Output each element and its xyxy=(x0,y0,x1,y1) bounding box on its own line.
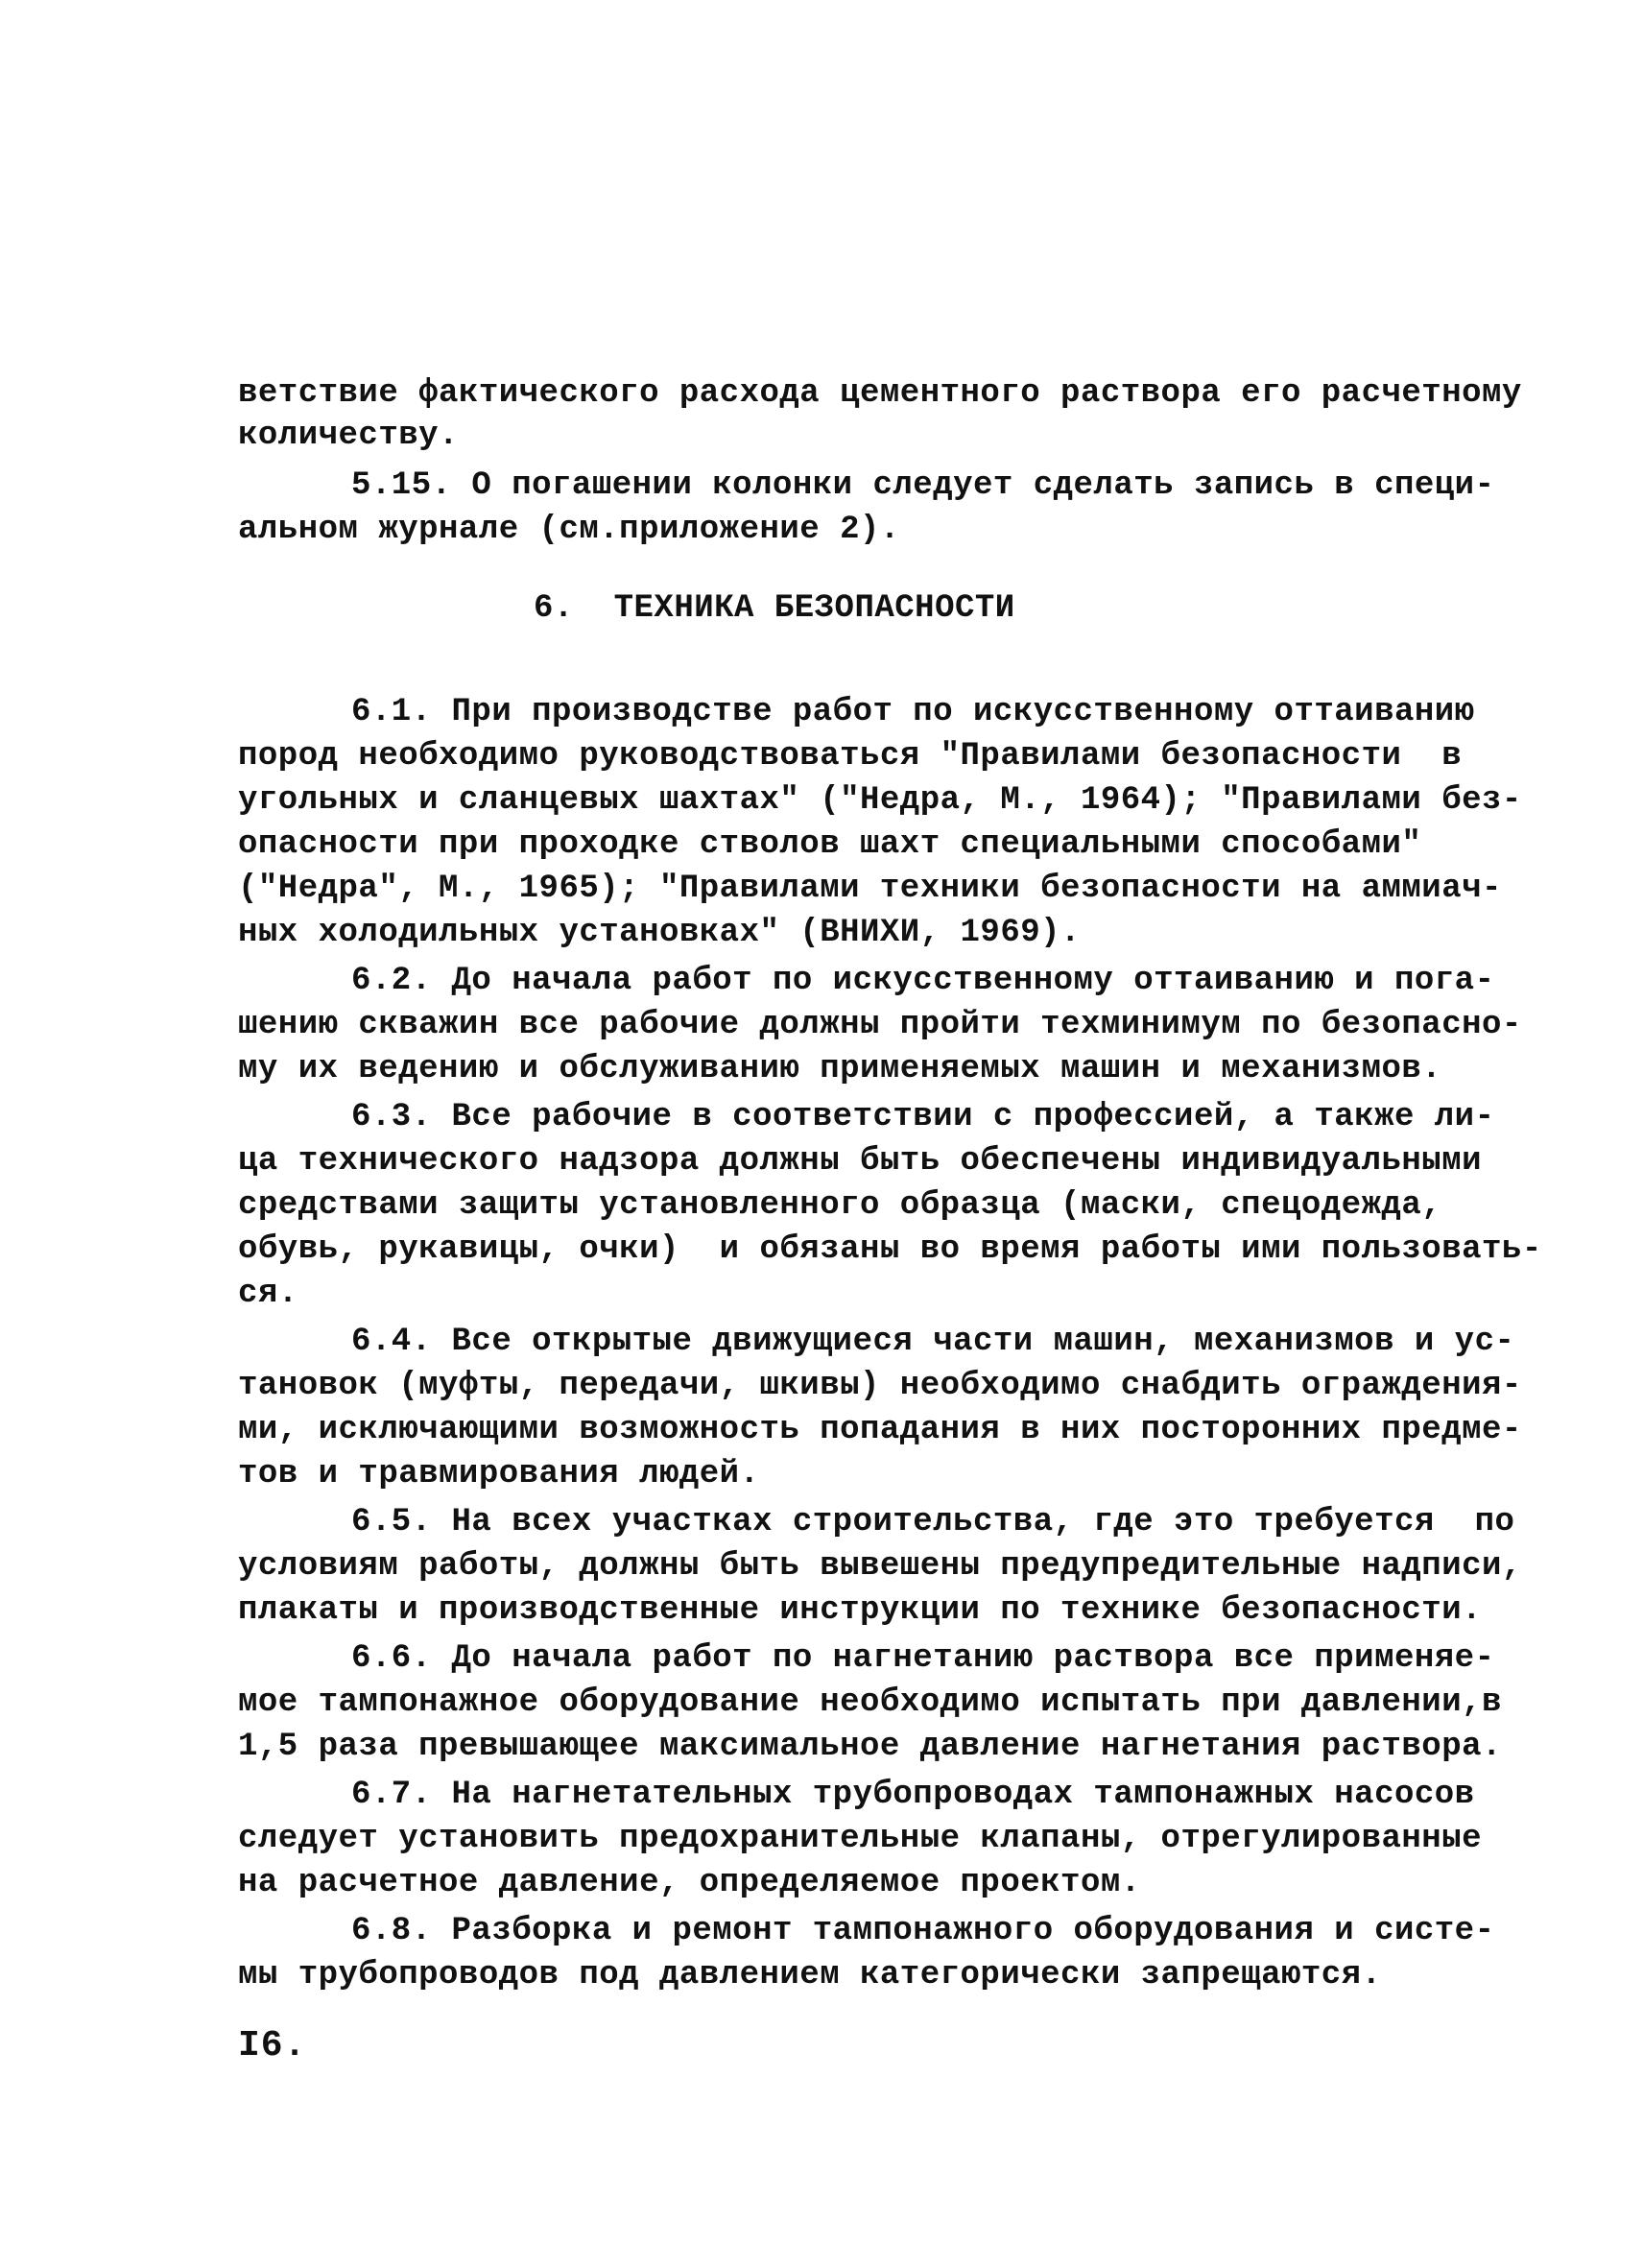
paragraph-6-3-line: обувь, рукавицы, очки) и обязаны во время работы ими пользовать- xyxy=(238,1231,1542,1268)
paragraph-6-6-line: 6.6. До начала работ по нагнетанию раствора все применяе- xyxy=(351,1640,1495,1677)
paragraph-5-15-line-2: альном журнале (см.приложение 2). xyxy=(238,512,900,548)
paragraph-6-3-line: ца технического надзора должны быть обеспечены индивидуальными xyxy=(238,1143,1483,1180)
paragraph-6-5-line: условиям работы, должны быть вывешены предупредительные надписи, xyxy=(238,1548,1522,1585)
paragraph-6-4-line: 6.4. Все открытые движущиеся части машин, механизмов и ус- xyxy=(351,1324,1515,1360)
text-line: количеству. xyxy=(238,418,459,454)
paragraph-6-8-line: 6.8. Разборка и ремонт тампонажного оборудования и систе- xyxy=(351,1913,1495,1949)
paragraph-6-1-line: 6.1. При производстве работ по искусственному оттаиванию xyxy=(351,694,1475,730)
paragraph-6-7-line: на расчетное давление, определяемое проектом. xyxy=(238,1865,1141,1901)
paragraph-5-15-line-1: 5.15. О погашении колонки следует сделать запись в специ- xyxy=(351,467,1495,504)
paragraph-6-3-line: средствами защиты установленного образца (маски, спецодежда, xyxy=(238,1187,1442,1224)
paragraph-6-7-line: 6.7. На нагнетательных трубопроводах тампонажных насосов xyxy=(351,1777,1475,1813)
paragraph-6-3-line: ся. xyxy=(238,1276,298,1312)
paragraph-6-8-line: мы трубопроводов под давлением категорически запрещаются. xyxy=(238,1957,1382,1993)
paragraph-6-5-line: плакаты и производственные инструкции по технике безопасности. xyxy=(238,1592,1483,1629)
paragraph-6-1-line: угольных и сланцевых шахтах" ("Недра, М., 1964); "Правилами без- xyxy=(238,782,1522,819)
paragraph-6-1-line: ных холодильных установках" (ВНИХИ, 1969). xyxy=(238,915,1081,951)
paragraph-6-6-line: 1,5 раза превышающее максимальное давление нагнетания раствора. xyxy=(238,1729,1502,1765)
text-line: ветствие фактического расхода цементного раствора его расчетному xyxy=(238,375,1522,412)
paragraph-6-2-line: 6.2. До начала работ по искусственному оттаиванию и пога- xyxy=(351,963,1495,999)
paragraph-6-2-line: шению скважин все рабочие должны пройти техминимум по безопасно- xyxy=(238,1007,1522,1043)
paragraph-6-6-line: мое тампонажное оборудование необходимо испытать при давлении,в xyxy=(238,1684,1502,1721)
paragraph-6-4-line: ми, исключающими возможность попадания в них посторонних предме- xyxy=(238,1412,1522,1448)
paragraph-6-1-line: пород необходимо руководствоваться "Правилами безопасности в xyxy=(238,738,1463,775)
page-number: I6. xyxy=(238,2025,307,2066)
paragraph-6-1-line: ("Недра", М., 1965); "Правилами техники безопасности на аммиач- xyxy=(238,871,1502,907)
paragraph-6-2-line: му их ведению и обслуживанию применяемых машин и механизмов. xyxy=(238,1051,1442,1087)
section-heading: 6. ТЕХНИКА БЕЗОПАСНОСТИ xyxy=(534,590,1015,627)
paragraph-6-4-line: тов и травмирования людей. xyxy=(238,1456,760,1492)
paragraph-6-7-line: следует установить предохранительные клапаны, отрегулированные xyxy=(238,1821,1483,1857)
paragraph-6-4-line: тановок (муфты, передачи, шкивы) необходимо снабдить ограждения- xyxy=(238,1368,1522,1404)
paragraph-6-1-line: опасности при проходке стволов шахт специальными способами" xyxy=(238,826,1422,863)
paragraph-6-5-line: 6.5. На всех участках строительства, где это требуется по xyxy=(351,1504,1515,1540)
paragraph-6-3-line: 6.3. Все рабочие в соответствии с профессией, а также ли- xyxy=(351,1099,1495,1135)
